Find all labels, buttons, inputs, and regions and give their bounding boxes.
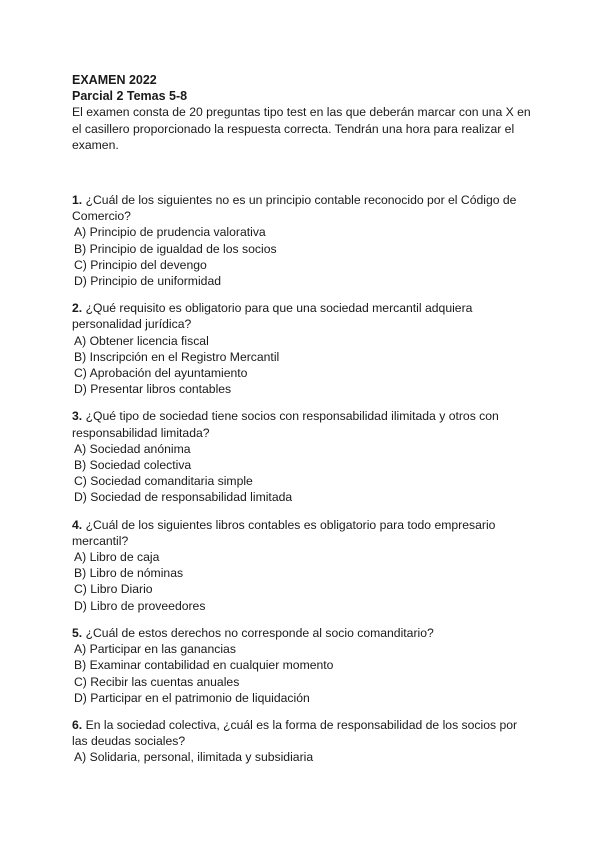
- question-1: [72, 192, 532, 289]
- answer-option[interactable]: B) Libro de nóminas: [74, 566, 184, 581]
- question-prompt: ¿Cuál de estos derechos no corresponde al socio comanditario?: [85, 625, 434, 640]
- question-list: [72, 192, 532, 766]
- question-text: [72, 300, 532, 332]
- question-number: 4.: [72, 517, 83, 532]
- answer-option[interactable]: C) Aprobación del ayuntamiento: [74, 366, 248, 381]
- answer-option[interactable]: A) Libro de caja: [74, 550, 160, 565]
- answer-option[interactable]: A) Solidaria, personal, ilimitada y subsidiaria: [74, 750, 314, 765]
- answer-option[interactable]: C) Recibir las cuentas anuales: [74, 674, 240, 689]
- question-text: [72, 192, 532, 224]
- answer-option[interactable]: D) Sociedad de responsabilidad limitada: [74, 490, 293, 505]
- question-prompt: ¿Qué requisito es obligatorio para que una sociedad mercantil adquiera personalidad jurídica?: [72, 301, 473, 332]
- question-text: [72, 717, 532, 749]
- exam-subtitle: Parcial 2 Temas 5-8: [72, 89, 188, 104]
- answer-option[interactable]: A) Principio de prudencia valorativa: [74, 225, 266, 240]
- answer-option[interactable]: C) Libro Diario: [74, 582, 153, 597]
- question-number: 5.: [72, 625, 83, 640]
- question-4: [72, 517, 532, 614]
- answer-option[interactable]: D) Participar en el patrimonio de liquidación: [74, 690, 310, 705]
- answer-option[interactable]: A) Sociedad anónima: [74, 441, 191, 456]
- question-number: 2.: [72, 301, 83, 316]
- question-3: [72, 408, 532, 505]
- question-2: [72, 300, 532, 397]
- answer-option[interactable]: B) Principio de igualdad de los socios: [74, 241, 277, 256]
- answer-option[interactable]: A) Obtener licencia fiscal: [74, 333, 209, 348]
- exam-page: [72, 72, 532, 777]
- answer-option[interactable]: B) Examinar contabilidad en cualquier momento: [74, 658, 334, 673]
- question-6: [72, 717, 532, 766]
- exam-title: EXAMEN 2022: [72, 73, 157, 87]
- answer-option[interactable]: A) Participar en las ganancias: [74, 642, 236, 657]
- question-text: [72, 625, 532, 641]
- answer-option[interactable]: B) Inscripción en el Registro Mercantil: [74, 349, 280, 364]
- question-text: [72, 517, 532, 549]
- answer-option[interactable]: D) Presentar libros contables: [74, 382, 232, 397]
- question-number: 6.: [72, 717, 83, 732]
- question-number: 1.: [72, 193, 83, 208]
- answer-option[interactable]: C) Sociedad comanditaria simple: [74, 474, 253, 489]
- question-prompt: En la sociedad colectiva, ¿cuál es la forma de responsabilidad de los socios por las deudas sociales?: [72, 717, 518, 749]
- question-5: [72, 625, 532, 706]
- exam-instructions: El examen consta de 20 preguntas tipo test en las que deberán marcar con una X en el casillero proporcionado la respuesta correcta. Tendrán una hora para realizar el examen.: [72, 105, 531, 152]
- answer-option[interactable]: C) Principio del devengo: [74, 257, 207, 272]
- question-text: [72, 408, 532, 440]
- answer-option[interactable]: D) Libro de proveedores: [74, 598, 206, 613]
- question-prompt: ¿Qué tipo de sociedad tiene socios con responsabilidad ilimitada y otros con responsabilidad limitada?: [72, 409, 499, 440]
- question-prompt: ¿Cuál de los siguientes no es un principio contable reconocido por el Código de Comercio?: [72, 193, 517, 224]
- answer-option[interactable]: B) Sociedad colectiva: [74, 458, 192, 473]
- question-number: 3.: [72, 409, 83, 424]
- question-prompt: ¿Cuál de los siguientes libros contables es obligatorio para todo empresario mercantil?: [72, 517, 496, 548]
- answer-option[interactable]: D) Principio de uniformidad: [74, 274, 221, 289]
